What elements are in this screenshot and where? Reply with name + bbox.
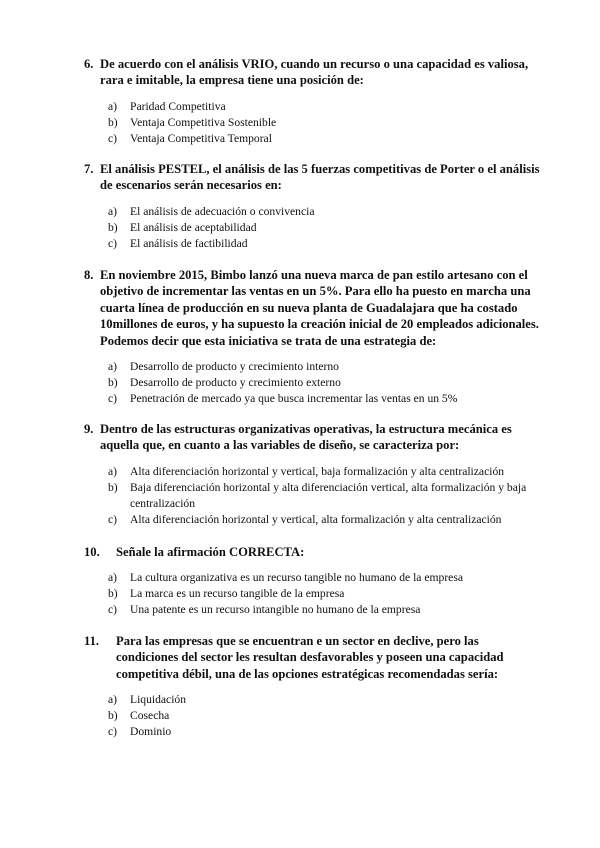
answer-option-b: [108, 220, 560, 236]
answer-option-a: [108, 692, 560, 708]
option-text: La cultura organizativa es un recurso tangible no humano de la empresa: [130, 571, 463, 585]
option-letter: b): [108, 115, 118, 129]
option-letter: c): [108, 131, 118, 145]
option-text: El análisis de adecuación o convivencia: [130, 204, 315, 218]
question-header: [0, 421, 600, 454]
option-text: Desarrollo de producto y crecimiento interno: [130, 360, 339, 374]
question-header: [0, 56, 600, 89]
option-letter: a): [108, 204, 118, 218]
option-letter: c): [108, 236, 118, 250]
question-header: [0, 544, 600, 560]
question-10: [0, 544, 600, 618]
option-letter: c): [108, 725, 118, 739]
option-letter: a): [108, 99, 118, 113]
question-text: En noviembre 2015, Bimbo lanzó una nueva marca de pan estilo artesano con el objetivo de incrementar las ventas en un 5%. Para ello ha puesto en marcha una cuarta línea de producción en su nueva planta de Guadalajara que ha costado 10millones de euros, y ha supuesto la creación inicial de 20 empleados adicionales. Podemos decir que esta iniciativa se trata de una estrategia de:: [100, 268, 539, 348]
question-9: [0, 421, 600, 528]
question-11: [0, 633, 600, 740]
option-letter: b): [108, 587, 118, 601]
answer-option-a: [108, 204, 560, 220]
option-letter: b): [108, 376, 118, 390]
answer-option-c: [108, 724, 560, 740]
question-number: 6.: [84, 57, 94, 71]
question-header: [0, 267, 600, 349]
answer-option-c: [108, 602, 560, 618]
question-text: El análisis PESTEL, el análisis de las 5 fuerzas competitivas de Porter o el análisis de escenarios serán necesarios en:: [100, 162, 540, 193]
answer-options: [0, 99, 600, 147]
answer-option-a: [108, 570, 560, 586]
option-text: Penetración de mercado ya que busca incrementar las ventas en un 5%: [130, 392, 458, 406]
question-7: [0, 161, 600, 252]
option-letter: c): [108, 392, 118, 406]
question-text: De acuerdo con el análisis VRIO, cuando un recurso o una capacidad es valiosa, rara e imitable, la empresa tiene una posición de:: [100, 57, 529, 88]
answer-options: [0, 464, 600, 528]
answer-option-b: [108, 586, 560, 602]
answer-options: [0, 204, 600, 252]
question-number: 8.: [84, 268, 94, 282]
option-text: Baja diferenciación horizontal y alta diferenciación vertical, alta formalización y baja centralización: [130, 480, 527, 510]
question-header: [0, 161, 600, 194]
option-text: Dominio: [130, 725, 172, 739]
question-number: 11.: [84, 634, 100, 648]
option-text: Desarrollo de producto y crecimiento externo: [130, 376, 341, 390]
question-8: [0, 267, 600, 407]
option-text: Liquidación: [130, 693, 187, 707]
question-text: Para las empresas que se encuentran e un sector en declive, pero las condiciones del sector les resultan desfavorables y poseen una capacidad competitiva débil, una de las opciones estratégicas recomendadas sería:: [116, 634, 504, 681]
answer-option-c: [108, 391, 560, 407]
option-text: Ventaja Competitiva Temporal: [130, 131, 272, 145]
answer-option-b: [108, 480, 560, 512]
answer-option-c: [108, 131, 560, 147]
option-text: El análisis de factibilidad: [130, 236, 248, 250]
question-number: 9.: [84, 422, 94, 436]
answer-option-b: [108, 375, 560, 391]
answer-option-a: [108, 99, 560, 115]
question-text: Dentro de las estructuras organizativas operativas, la estructura mecánica es aquella que, en cuanto a las variables de diseño, se caracteriza por:: [100, 422, 512, 453]
question-number: 10.: [84, 545, 100, 559]
answer-options: [0, 359, 600, 407]
option-letter: a): [108, 693, 118, 707]
option-text: El análisis de aceptabilidad: [130, 220, 257, 234]
answer-options: [0, 692, 600, 740]
option-text: Una patente es un recurso intangible no humano de la empresa: [130, 603, 421, 617]
question-number: 7.: [84, 162, 94, 176]
option-letter: a): [108, 571, 118, 585]
option-text: Cosecha: [130, 709, 170, 723]
answer-options: [0, 570, 600, 618]
option-text: Ventaja Competitiva Sostenible: [130, 115, 277, 129]
option-letter: c): [108, 603, 118, 617]
option-text: Alta diferenciación horizontal y vertical, alta formalización y alta centralización: [130, 512, 502, 526]
option-letter: a): [108, 360, 118, 374]
option-letter: a): [108, 464, 118, 478]
option-letter: b): [108, 709, 118, 723]
answer-option-b: [108, 708, 560, 724]
answer-option-c: [108, 236, 560, 252]
option-letter: b): [108, 220, 118, 234]
answer-option-a: [108, 464, 560, 480]
option-letter: b): [108, 480, 118, 494]
question-6: [0, 56, 600, 147]
option-letter: c): [108, 512, 118, 526]
question-header: [0, 633, 600, 682]
answer-option-a: [108, 359, 560, 375]
answer-option-c: [108, 512, 560, 528]
option-text: Paridad Competitiva: [130, 99, 226, 113]
option-text: Alta diferenciación horizontal y vertical, baja formalización y alta centralización: [130, 464, 505, 478]
option-text: La marca es un recurso tangible de la empresa: [130, 587, 345, 601]
answer-option-b: [108, 115, 560, 131]
question-text: Señale la afirmación CORRECTA:: [116, 545, 305, 559]
